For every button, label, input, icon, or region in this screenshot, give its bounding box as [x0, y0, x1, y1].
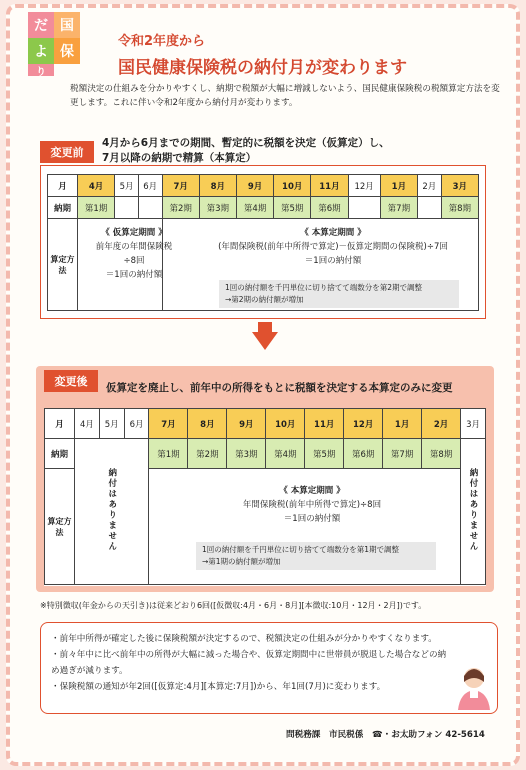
month-cell: 4月: [75, 409, 100, 439]
month-cell: 2月: [422, 409, 461, 439]
noki-cell: [417, 197, 441, 219]
method-header: 算定方法: [48, 219, 78, 311]
after-label: 変更後: [44, 370, 98, 392]
down-arrow-icon: [252, 332, 278, 350]
calc-line: ＝1回の納付額: [304, 256, 362, 266]
calc-line: 前年度の年間保険税: [95, 242, 173, 252]
noki-cell: 第8期: [441, 197, 478, 219]
month-cell: 6月: [138, 175, 162, 197]
logo-tile: 国: [54, 12, 80, 38]
month-row: [45, 409, 486, 439]
month-header: 月: [45, 409, 75, 439]
note-line: 1回の納付額を千円単位に切り捨てて端数分を第2期で調整: [225, 283, 423, 292]
logo-tile: よ: [28, 38, 54, 64]
main-calc: [187, 226, 479, 268]
calc-title: 《 仮算定期間 》: [101, 228, 167, 238]
intro-text: 税額決定の仕組みを分かりやすくし、納期で税額が大幅に増減しないよう、国民健康保険税の税額算定方法を変更します。これに伴い令和2年度から納付月が変わります。: [70, 84, 500, 108]
before-desc-line: 4月から6月までの期間、暫定的に税額を決定（仮算定）し、: [102, 137, 390, 149]
month-cell: 1月: [380, 175, 417, 197]
noki-cell: 第1期: [149, 439, 188, 469]
noki-cell: 第3期: [227, 439, 266, 469]
noki-cell: 第2期: [162, 197, 199, 219]
noki-cell: 第6期: [344, 439, 383, 469]
note-line: →第1期の納付額が増加: [202, 557, 281, 566]
after-main-calc: [180, 484, 444, 526]
notice-text: ※特別徴収(年金からの天引き)は従来どおり6回([仮徴収:4月・6月・8月][本徴収:10月・12月・2月])です。: [40, 601, 427, 610]
note-line: 1回の納付額を千円単位に切り捨てて端数分を第1期で調整: [202, 545, 400, 554]
month-cell: 3月: [461, 409, 486, 439]
noki-row: [45, 439, 486, 469]
before-label: 変更前: [40, 141, 94, 163]
before-panel: [40, 165, 486, 319]
month-cell: 9月: [236, 175, 273, 197]
logo-tile: 保: [54, 38, 80, 64]
noki-cell: 第2期: [188, 439, 227, 469]
month-cell: 5月: [115, 175, 139, 197]
noki-cell: 第7期: [383, 439, 422, 469]
after-panel: [44, 408, 486, 586]
calc-line: 年間保険税(前年中所得で算定)÷8回: [242, 500, 382, 510]
bullet-item: ・保険税額の通知が年2回([仮算定:4月][本算定:7月])から、年1回(7月)に変わります。: [51, 682, 386, 692]
month-cell: 1月: [383, 409, 422, 439]
month-cell: 10月: [274, 175, 311, 197]
month-cell: 5月: [99, 409, 124, 439]
person-illustration-icon: [452, 662, 496, 710]
month-cell: 11月: [311, 175, 348, 197]
calc-line: ＝1回の納付額: [105, 270, 163, 280]
noki-cell: [138, 197, 162, 219]
calc-title: 《 本算定期間 》: [279, 486, 345, 496]
page-title: 国民健康保険税の納付月が変わります: [118, 58, 407, 78]
bullet-box: [40, 622, 498, 714]
month-cell: 3月: [441, 175, 478, 197]
month-cell: 11月: [305, 409, 344, 439]
month-cell: 10月: [266, 409, 305, 439]
noki-row: [48, 197, 479, 219]
month-cell: 8月: [199, 175, 236, 197]
noki-cell: 第1期: [78, 197, 115, 219]
logo-tile: だ: [28, 12, 54, 38]
note-line: →第2期の納付額が増加: [225, 295, 304, 304]
no-payment-cell: [75, 439, 149, 585]
subtitle: 令和2年度から: [118, 34, 206, 49]
month-cell: 4月: [78, 175, 115, 197]
noki-header: 納期: [48, 197, 78, 219]
before-description: [102, 136, 482, 166]
noki-cell: [348, 197, 380, 219]
month-cell: 12月: [344, 409, 383, 439]
title-area: [118, 30, 407, 78]
noki-cell: [115, 197, 139, 219]
after-description: 仮算定を廃止し、前年中の所得をもとに税額を決定する本算定のみに変更: [106, 382, 453, 394]
month-header: 月: [48, 175, 78, 197]
calc-title: 《 本算定期間 》: [300, 228, 366, 238]
noki-cell: 第5期: [305, 439, 344, 469]
noki-header: 納期: [45, 439, 75, 469]
month-row: [48, 175, 479, 197]
noki-cell: 第8期: [422, 439, 461, 469]
month-cell: 2月: [417, 175, 441, 197]
no-payment-cell: [461, 439, 486, 585]
calc-line: ÷8回: [123, 256, 145, 266]
month-cell: 7月: [162, 175, 199, 197]
noki-cell: 第4期: [266, 439, 305, 469]
logo: [28, 12, 106, 76]
month-cell: 8月: [188, 409, 227, 439]
method-header: 算定方法: [45, 469, 75, 585]
noki-cell: 第4期: [236, 197, 273, 219]
calc-line: (年間保険税(前年中所得で算定)－仮算定期間の保険税)÷7回: [218, 242, 448, 252]
no-payment-text: 納付はありません: [106, 468, 117, 552]
noki-cell: 第6期: [311, 197, 348, 219]
month-cell: 12月: [348, 175, 380, 197]
adjust-note: [196, 542, 436, 570]
before-desc-line: 7月以降の納期で精算（本算定）: [102, 152, 257, 164]
noki-cell: 第5期: [274, 197, 311, 219]
noki-cell: 第3期: [199, 197, 236, 219]
month-cell: 9月: [227, 409, 266, 439]
calc-line: ＝1回の納付額: [283, 514, 341, 524]
month-cell: 7月: [149, 409, 188, 439]
bullet-item: ・前年中所得が確定した後に保険税額が決定するので、税額決定の仕組みが分かりやすくなります。: [51, 634, 437, 644]
noki-cell: 第7期: [380, 197, 417, 219]
provisional-calc: [85, 226, 183, 282]
contact-footer: 問税務課 市民税係 ☎・お太助フォン 42-5614: [286, 730, 485, 740]
adjust-note: [219, 280, 459, 308]
month-cell: 6月: [124, 409, 149, 439]
no-payment-text: 納付はありません: [468, 468, 479, 552]
bullet-item: ・前々年中に比べ前年中の所得が大幅に減った場合や、仮算定期間中に世帯員が脱退した場合などの納め過ぎが減ります。: [51, 650, 447, 676]
logo-tile: り: [28, 64, 54, 76]
